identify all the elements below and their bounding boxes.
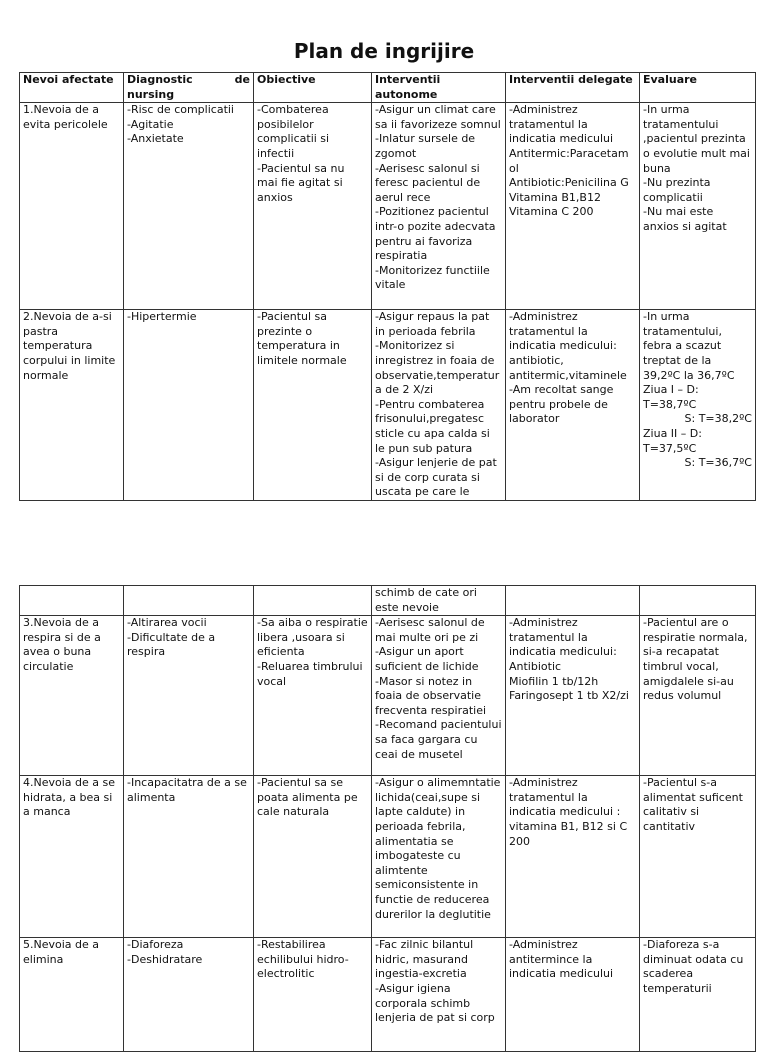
header-evaluare: Evaluare (640, 73, 756, 103)
cell-autonome: -Asigur repaus la pat in perioada febrila -Monitorizez si inregistrez in foaia de observatie,temperatur a de 2 X/zi -Pentru combaterea frisonului,pregatesc sticle cu apa calda si le pun sub patura -Asigur lenjerie de pat si de corp curata si uscata pe care le (372, 310, 506, 501)
cell-autonome: -Aerisesc salonul de mai multe ori pe zi -Asigur un aport suficient de lichide -Masor si notez in foaia de observatie frecventa respiratiei -Recomand pacientului sa faca gargara cu ceai de musetel (372, 616, 506, 776)
cell-diagnostic: -Risc de complicatii -Agitatie -Anxietate (124, 103, 254, 310)
table-header-row (20, 73, 756, 103)
cell-obiective: -Pacientul sa prezinte o temperatura in limitele normale (254, 310, 372, 501)
table-row (20, 103, 756, 310)
cell-nevoi: 3.Nevoia de a respira si de a avea o buna circulatie (20, 616, 124, 776)
cell-autonome: -Asigur o alimemntatie lichida(ceai,supe si lapte caldute) in perioada febrila, alimentatia se imbogateste cu alimtente semiconsistente in functie de reducerea durerilor la deglutitie (372, 776, 506, 938)
header-nevoi: Nevoi afectate (20, 73, 124, 103)
header-diagnostic: Diagnostic de nursing (124, 73, 254, 103)
cell-evaluare: -In urma tratamentului, febra a scazut treptat de la 39,2ºC la 36,7ºC Ziua I – D: T=38,7ºC S: T=38,2ºC Ziua II – D: T=37,5ºC S: T=36,7ºC (640, 310, 756, 501)
cell-diagnostic: -Incapacitatra de a se alimenta (124, 776, 254, 938)
cell-nevoi: 1.Nevoia de a evita pericolele (20, 103, 124, 310)
cell-nevoi: 5.Nevoia de a elimina (20, 938, 124, 1052)
cell-diagnostic: -Altirarea vocii -Dificultate de a respira (124, 616, 254, 776)
table-row (20, 310, 756, 501)
cell-obiective: -Restabilirea echilibului hidro-electrolitic (254, 938, 372, 1052)
cell-nevoi: 4.Nevoia de a se hidrata, a bea si a manca (20, 776, 124, 938)
table-row (20, 616, 756, 776)
cell-evaluare: -Pacientul s-a alimentat suficent calitativ si cantitativ (640, 776, 756, 938)
cell-evaluare: -Pacientul are o respiratie normala, si-a recapatat timbrul vocal, amigdalele si-au redus volumul (640, 616, 756, 776)
page-title: Plan de ingrijire (293, 39, 475, 63)
cell-delegate: -Administrez tratamentul la indicatia medicului : vitamina B1, B12 si C 200 (506, 776, 640, 938)
header-obiective: Obiective (254, 73, 372, 103)
table-row (20, 938, 756, 1052)
cell-delegate: -Administrez tratamentul la indicatia medicului Antitermic:Paracetam ol Antibiotic:Penicilina G Vitamina B1,B12 Vitamina C 200 (506, 103, 640, 310)
table-row (20, 776, 756, 938)
cell-delegate: -Administrez tratamentul la indicatia medicului: Antibiotic Miofilin 1 tb/12h Faringosept 1 tb X2/zi (506, 616, 640, 776)
cell-autonome: -Asigur un climat care sa ii favorizeze somnul -Inlatur sursele de zgomot -Aerisesc salonul si feresc pacientul de aerul rece -Pozitionez pacientul intr-o pozite adecvata pentru ai favoriza respiratia -Monitorizez functiile vitale (372, 103, 506, 310)
cell-autonome: -Fac zilnic bilantul hidric, masurand ingestia-excretia -Asigur igiena corporala schimb lenjeria de pat si corp (372, 938, 506, 1052)
cell-evaluare: -Diaforeza s-a diminuat odata cu scaderea temperaturii (640, 938, 756, 1052)
cell-obiective: -Combaterea posibilelor complicatii si infectii -Pacientul sa nu mai fie agitat si anxios (254, 103, 372, 310)
cell-diagnostic: -Hipertermie (124, 310, 254, 501)
cell-evaluare: -In urma tratamentului ,pacientul prezinta o evolutie mult mai buna -Nu prezinta complicatii -Nu mai este anxios si agitat (640, 103, 756, 310)
header-autonome: Interventii autonome (372, 73, 506, 103)
cell-diagnostic: -Diaforeza -Deshidratare (124, 938, 254, 1052)
cell-delegate: -Administrez antitermince la indicatia medicului (506, 938, 640, 1052)
care-plan-table-page-1 (19, 72, 756, 501)
header-delegate: Interventii delegate (506, 73, 640, 103)
cell-obiective: -Pacientul sa se poata alimenta pe cale naturala (254, 776, 372, 938)
cell-nevoi: 2.Nevoia de a-si pastra temperatura corpului in limite normale (20, 310, 124, 501)
cell-delegate: -Administrez tratamentul la indicatia medicului: antibiotic, antitermic,vitaminele -Am recoltat sange pentru probele de laborator (506, 310, 640, 501)
cell-obiective: -Sa aiba o respiratie libera ,usoara si eficienta -Reluarea timbrului vocal (254, 616, 372, 776)
cell-autonome: schimb de cate ori este nevoie (372, 586, 506, 616)
care-plan-table-page-2 (19, 585, 756, 1052)
table-row-continuation (20, 586, 756, 616)
